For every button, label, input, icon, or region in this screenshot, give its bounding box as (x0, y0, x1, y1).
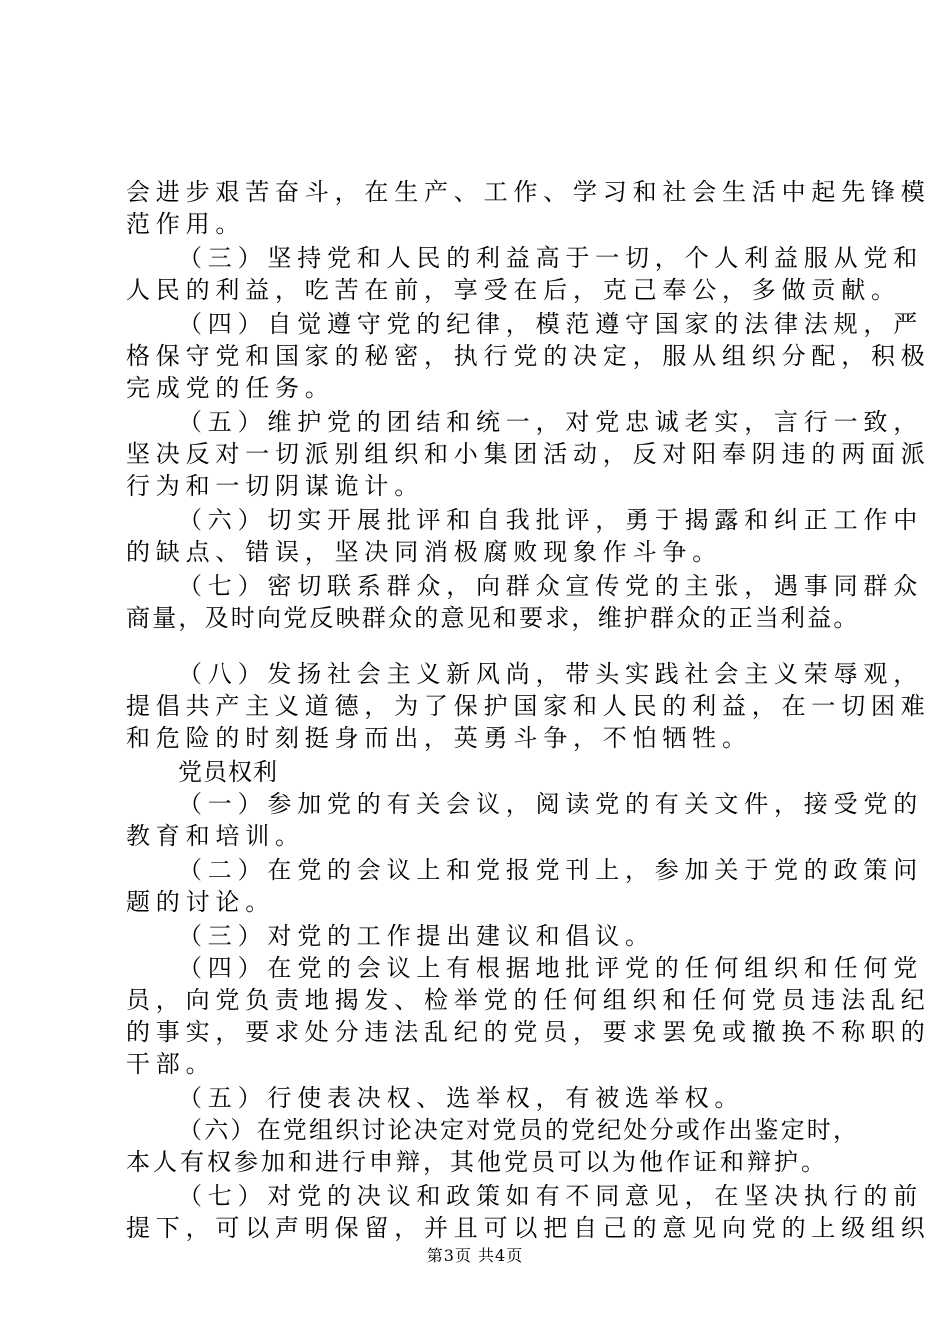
text-line: 完成党的任务。 (126, 374, 335, 402)
text-line: （六）切实开展批评和自我批评，勇于揭露和纠正工作中 (178, 506, 923, 534)
text-line: 本人有权参加和进行申辩，其他党员可以为他作证和辩护。 (126, 1148, 828, 1176)
text-line: （五）维护党的团结和统一，对党忠诚老实，言行一致， (178, 408, 923, 436)
text-line: （四）自觉遵守党的纪律，模范遵守国家的法律法规，严 (178, 310, 923, 338)
text-line: （七）对党的决议和政策如有不同意见，在坚决执行的前 (178, 1182, 923, 1210)
text-line: 员，向党负责地揭发、检举党的任何组织和任何党员违法乱纪 (126, 986, 931, 1014)
text-line: （六）在党组织讨论决定对党员的党纪处分或作出鉴定时， (178, 1116, 860, 1144)
text-line: （一）参加党的有关会议，阅读党的有关文件，接受党的 (178, 790, 923, 818)
text-line: （四）在党的会议上有根据地批评党的任何组织和任何党 (178, 954, 923, 982)
text-line: （八）发扬社会主义新风尚，带头实践社会主义荣辱观， (178, 660, 923, 688)
text-line: 的缺点、错误，坚决同消极腐败现象作斗争。 (126, 538, 722, 566)
text-line: 提下，可以声明保留，并且可以把自己的意见向党的上级组织 (126, 1214, 931, 1242)
text-line: （五）行使表决权、选举权，有被选举权。 (178, 1084, 745, 1112)
text-line: 范作用。 (126, 210, 246, 238)
text-line: （七）密切联系群众，向群众宣传党的主张，遇事同群众 (178, 572, 923, 600)
text-line: 干部。 (126, 1050, 216, 1078)
page-number-footer: 第3页 共4页 (426, 1246, 524, 1265)
section-heading: 党员权利 (178, 758, 278, 786)
text-line: （三）坚持党和人民的利益高于一切，个人利益服从党和 (178, 244, 923, 272)
text-line: 坚决反对一切派别组织和小集团活动，反对阳奉阴违的两面派 (126, 440, 931, 468)
text-line: 题的讨论。 (126, 888, 275, 916)
text-line: 的事实，要求处分违法乱纪的党员，要求罢免或撤换不称职的 (126, 1018, 931, 1046)
text-line: 商量，及时向党反映群众的意见和要求，维护群众的正当利益。 (126, 604, 860, 632)
text-line: 行为和一切阴谋诡计。 (126, 472, 424, 500)
text-line: （三）对党的工作提出建议和倡议。 (178, 922, 655, 950)
text-line: 提倡共产主义道德，为了保护国家和人民的利益，在一切困难 (126, 692, 931, 720)
text-line: 会进步艰苦奋斗，在生产、工作、学习和社会生活中起先锋模 (126, 178, 931, 206)
text-line: 教育和培训。 (126, 822, 305, 850)
text-line: 格保守党和国家的秘密，执行党的决定，服从组织分配，积极 (126, 342, 931, 370)
text-line: 和危险的时刻挺身而出，英勇斗争，不怕牺牲。 (126, 724, 752, 752)
text-line: （二）在党的会议上和党报党刊上，参加关于党的政策问 (178, 856, 923, 884)
text-line: 人民的利益，吃苦在前，享受在后，克己奉公，多做贡献。 (126, 276, 901, 304)
